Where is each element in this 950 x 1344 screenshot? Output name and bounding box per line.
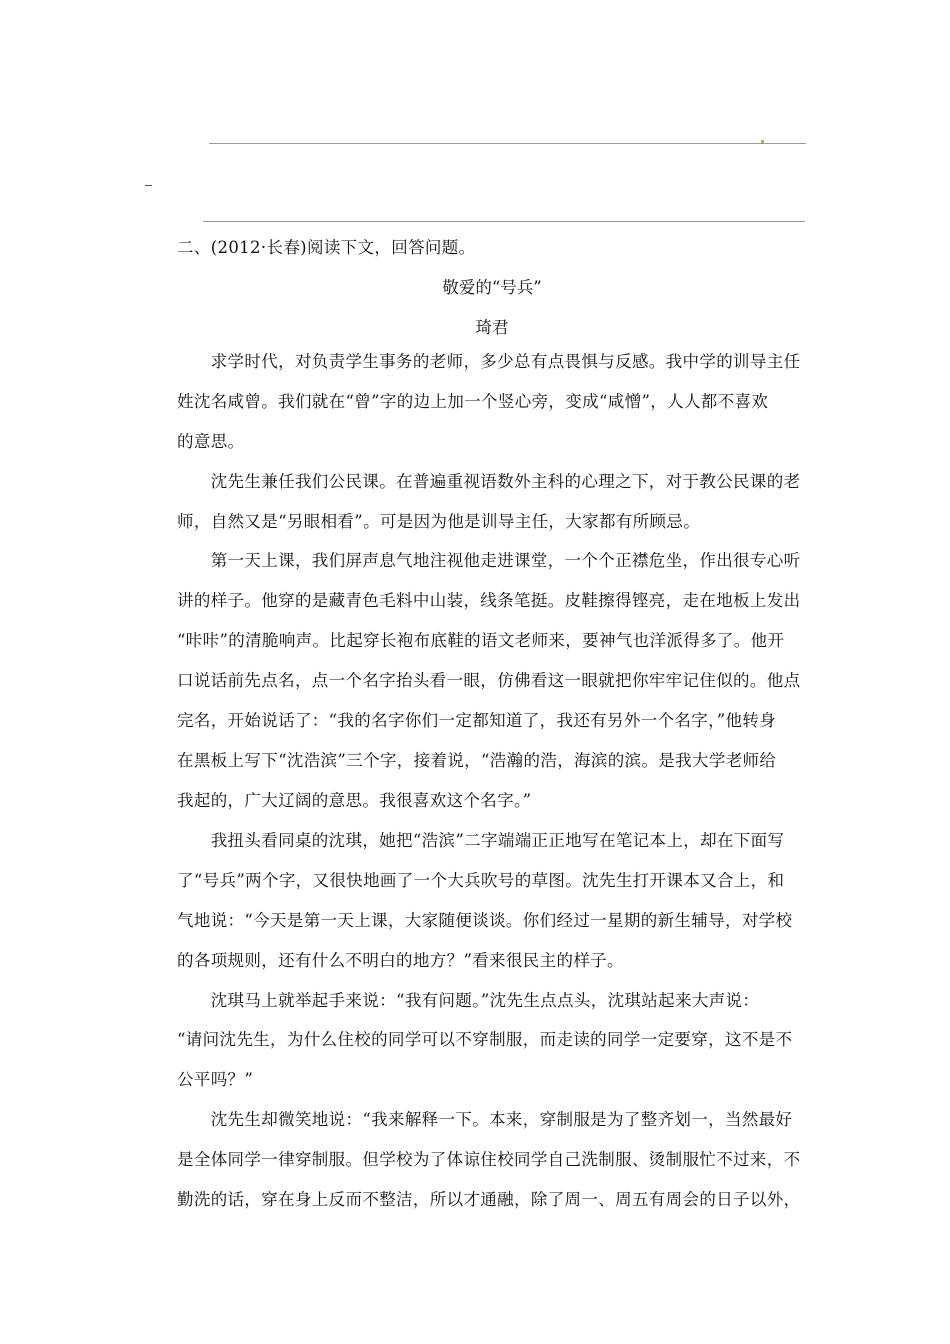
body-line: 的意思。 (177, 432, 245, 451)
question-source: (2012·长春) (210, 238, 307, 257)
body-line: 公平吗？” (177, 1070, 254, 1089)
body-line: 求学时代，对负责学生事务的老师，多少总有点畏惧与反感。我中学的训导主任 (177, 352, 801, 371)
stray-mark (761, 140, 764, 143)
question-instruction: 阅读下文，回答问题。 (306, 238, 476, 257)
margin-dash (145, 185, 152, 186)
body-line: 在黑板上写下“沈浩滨”三个字，接着说，“浩瀚的浩，海滨的滨。是我大学老师给 (177, 751, 777, 770)
body-line: 讲的样子。他穿的是藏青色毛料中山装，线条笔挺。皮鞋擦得铿亮，走在地板上发出 (177, 591, 801, 610)
body-line: 沈先生却微笑地说：“我来解释一下。本来，穿制服是为了整齐划一，当然最好 (177, 1110, 793, 1129)
body-line: 师，自然又是“另眼相看”。可是因为他是训导主任，大家都有所顾忌。 (177, 512, 701, 531)
body-line: 气地说：“今天是第一天上课，大家随便谈谈。你们经过一星期的新生辅导，对学校 (177, 911, 793, 930)
body-line: 沈先生兼任我们公民课。在普遍重视语数外主科的心理之下，对于教公民课的老 (177, 472, 801, 491)
body-line: 的各项规则，还有什么不明白的地方？”看来很民主的样子。 (177, 951, 624, 970)
body-line: 我起的，广大辽阔的意思。我很喜欢这个名字。” (177, 791, 532, 810)
body-line: 第一天上课，我们屏声息气地注视他走进课堂，一个个正襟危坐，作出很专心听 (177, 551, 801, 570)
body-line: 了“号兵”两个字，又很快地画了一个大兵吹号的草图。沈先生打开课本又合上，和 (177, 871, 785, 890)
body-line: 口说话前先点名，点一个名字抬头看一眼，仿佛看这一眼就把你牢牢记住似的。他点 (177, 671, 801, 690)
question-prompt (177, 234, 475, 258)
body-line: 姓沈名咸曾。我们就在“曾”字的边上加一个竖心旁，变成“咸憎”，人人都不喜欢 (177, 392, 769, 411)
body-line: 我扭头看同桌的沈琪，她把“浩滨”二字端端正正地写在笔记本上，却在下面写 (177, 831, 785, 850)
answer-line-1 (209, 143, 806, 144)
body-line: “咔咔”的清脆响声。比起穿长袍布底鞋的语文老师来，要神气也洋派得多了。他开 (177, 631, 785, 650)
body-line: 是全体同学一律穿制服。但学校为了体谅住校同学自己洗制服、烫制服忙不过来，不 (177, 1150, 801, 1169)
answer-line-2 (203, 221, 805, 222)
body-line: 完名，开始说话了：“我的名字你们一定都知道了，我还有另外一个名字，”他转身 (177, 711, 777, 730)
body-line: 勤洗的话，穿在身上反而不整洁，所以才通融，除了周一、周五有周会的日子以外， (177, 1190, 801, 1209)
article-author: 琦君 (475, 318, 509, 337)
body-line: “请问沈先生，为什么住校的同学可以不穿制服，而走读的同学一定要穿，这不是不 (177, 1030, 793, 1049)
article-title: 敬爱的“号兵” (442, 278, 542, 297)
question-number: 二、 (177, 238, 211, 257)
body-line: 沈琪马上就举起手来说：“我有问题。”沈先生点点头，沈琪站起来大声说： (177, 991, 760, 1010)
